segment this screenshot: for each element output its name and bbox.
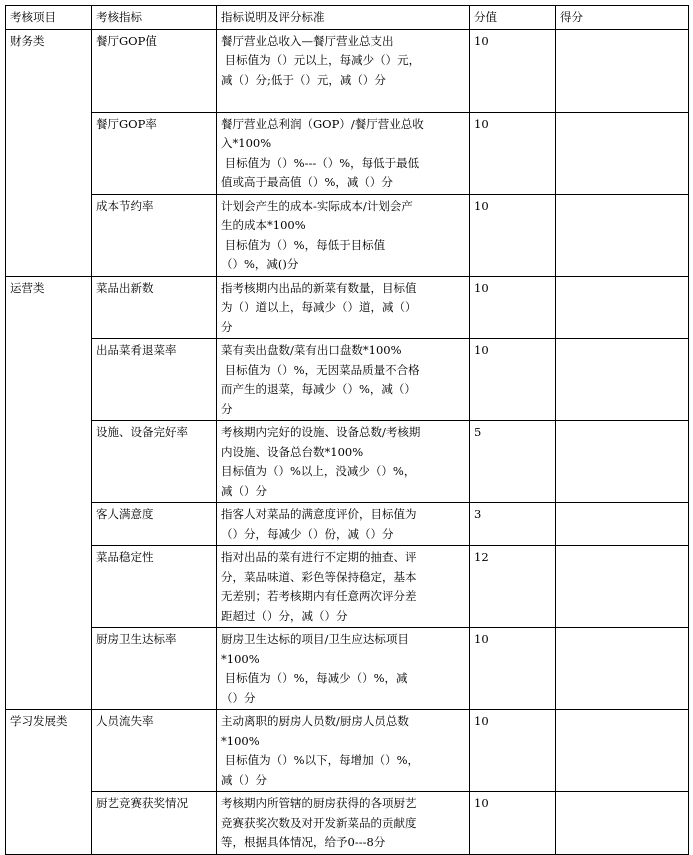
result-cell[interactable] bbox=[556, 792, 689, 855]
score-cell: 5 bbox=[470, 421, 556, 503]
result-cell[interactable] bbox=[556, 421, 689, 503]
kpi-table bbox=[5, 5, 689, 855]
description-line: 无差别；若考核期内有任意两次评分差 bbox=[221, 589, 417, 603]
table-row bbox=[6, 792, 689, 855]
description-line: 目标值为（）%以上，没减少（）%， bbox=[221, 464, 416, 478]
description-cell bbox=[217, 276, 470, 339]
header-row bbox=[6, 6, 689, 30]
indicator-cell: 菜品出新数 bbox=[92, 276, 217, 339]
indicator-cell: 设施、设备完好率 bbox=[92, 421, 217, 503]
description-line: 计划会产生的成本-实际成本/计划会产 bbox=[221, 198, 413, 213]
score-cell: 10 bbox=[470, 710, 556, 792]
category-cell: 运营类 bbox=[6, 276, 92, 710]
category-cell: 学习发展类 bbox=[6, 710, 92, 855]
description-line: （）%，减()分 bbox=[221, 257, 299, 271]
description-line: 餐厅营业总利润（GOP）/餐厅营业总收 bbox=[221, 116, 424, 131]
indicator-cell: 厨房卫生达标率 bbox=[92, 628, 217, 710]
result-cell[interactable] bbox=[556, 276, 689, 339]
table-row bbox=[6, 194, 689, 276]
result-cell[interactable] bbox=[556, 546, 689, 628]
description-line: 菜有卖出盘数/菜有出口盘数*100% bbox=[221, 343, 402, 357]
indicator-cell: 菜品稳定性 bbox=[92, 546, 217, 628]
indicator-cell: 餐厅GOP值 bbox=[92, 29, 217, 112]
score-cell: 10 bbox=[470, 792, 556, 855]
score-cell: 10 bbox=[470, 628, 556, 710]
description-line: 目标值为（）元以上，每减少（）元， bbox=[221, 53, 421, 67]
description-cell bbox=[217, 421, 470, 503]
indicator-cell: 出品菜肴退菜率 bbox=[92, 339, 217, 421]
table-row bbox=[6, 710, 689, 792]
description-cell bbox=[217, 792, 470, 855]
description-line: 目标值为（）%，每减少（）%，减 bbox=[221, 671, 408, 685]
result-cell[interactable] bbox=[556, 710, 689, 792]
table-row bbox=[6, 628, 689, 710]
description-line: 目标值为（）%，每低于目标值 bbox=[221, 237, 386, 252]
description-line: 指客人对菜品的满意度评价，目标值为 bbox=[221, 507, 417, 521]
description-line: 目标值为（）%---（）%，每低于最低 bbox=[221, 155, 420, 170]
result-cell[interactable] bbox=[556, 112, 689, 194]
indicator-cell: 成本节约率 bbox=[92, 194, 217, 276]
description-line: 考核期内完好的设施、设备总数/考核期 bbox=[221, 425, 421, 439]
description-line: 分，菜品味道、彩色等保持稳定，基本 bbox=[221, 569, 417, 584]
score-cell: 3 bbox=[470, 503, 556, 546]
description-cell bbox=[217, 503, 470, 546]
description-line: （）分 bbox=[221, 690, 256, 705]
table-row bbox=[6, 276, 689, 339]
description-line: 竞赛获奖次数及对开发新菜品的贡献度 bbox=[221, 815, 417, 830]
description-cell bbox=[217, 112, 470, 194]
result-cell[interactable] bbox=[556, 628, 689, 710]
result-cell[interactable] bbox=[556, 339, 689, 421]
description-cell bbox=[217, 546, 470, 628]
description-cell bbox=[217, 194, 470, 276]
score-cell: 10 bbox=[470, 112, 556, 194]
indicator-cell: 餐厅GOP率 bbox=[92, 112, 217, 194]
description-line: 目标值为（）%以下，每增加（）%， bbox=[221, 753, 420, 767]
score-cell: 10 bbox=[470, 276, 556, 339]
description-line: *100% bbox=[221, 651, 260, 666]
indicator-cell: 人员流失率 bbox=[92, 710, 217, 792]
description-line: 指对出品的菜有进行不定期的抽查、评 bbox=[221, 550, 417, 564]
description-line: 厨房卫生达标的项目/卫生应达标项目 bbox=[221, 632, 409, 646]
description-cell bbox=[217, 29, 470, 112]
indicator-cell: 客人满意度 bbox=[92, 503, 217, 546]
result-cell[interactable] bbox=[556, 503, 689, 546]
description-line: 考核期内所管辖的厨房获得的各项厨艺 bbox=[221, 796, 417, 810]
description-line: 生的成本*100% bbox=[221, 218, 306, 232]
indicator-cell: 厨艺竞赛获奖情况 bbox=[92, 792, 217, 855]
description-line: 值或高于最高值（）%，减（）分 bbox=[221, 175, 393, 189]
description-cell bbox=[217, 339, 470, 421]
description-line: 减（）分;低于（）元，减（）分 bbox=[221, 72, 386, 87]
header-description: 指标说明及评分标准 bbox=[217, 6, 470, 30]
table-row bbox=[6, 339, 689, 421]
description-line: 等，根据具体情况，给予0---8分 bbox=[221, 835, 386, 849]
table-row bbox=[6, 29, 689, 112]
description-line: *100% bbox=[221, 733, 260, 748]
description-line: 减（）分 bbox=[221, 483, 267, 498]
header-score: 分值 bbox=[470, 6, 556, 30]
description-cell bbox=[217, 628, 470, 710]
description-line: 减（）分 bbox=[221, 772, 267, 787]
description-line: 指考核期内出品的新菜有数量，目标值 bbox=[221, 280, 417, 295]
category-cell: 财务类 bbox=[6, 29, 92, 276]
description-line: 而产生的退菜，每减少（）%，减（） bbox=[221, 382, 416, 396]
description-line: 餐厅营业总收入—餐厅营业总支出 bbox=[221, 33, 394, 48]
header-category: 考核项目 bbox=[6, 6, 92, 30]
header-indicator: 考核指标 bbox=[92, 6, 217, 30]
description-line: 目标值为（）%，无因菜品质量不合格 bbox=[221, 362, 420, 377]
table-row bbox=[6, 503, 689, 546]
score-cell: 10 bbox=[470, 339, 556, 421]
description-line: 距超过（）分，减（）分 bbox=[221, 608, 348, 623]
score-cell: 10 bbox=[470, 29, 556, 112]
header-result: 得分 bbox=[556, 6, 689, 30]
table-row bbox=[6, 546, 689, 628]
description-line: 分 bbox=[221, 401, 233, 416]
description-line: （）分，每减少（）份，减（）分 bbox=[221, 526, 394, 541]
description-line: 为（）道以上，每减少（）道，减（） bbox=[221, 300, 417, 314]
description-cell bbox=[217, 710, 470, 792]
description-line: 分 bbox=[221, 319, 233, 334]
result-cell[interactable] bbox=[556, 29, 689, 112]
table-row bbox=[6, 112, 689, 194]
table-row bbox=[6, 421, 689, 503]
description-line: 内设施、设备总台数*100% bbox=[221, 444, 364, 459]
table-body bbox=[6, 29, 689, 854]
result-cell[interactable] bbox=[556, 194, 689, 276]
description-line: 入*100% bbox=[221, 136, 272, 150]
description-line: 主动离职的厨房人员数/厨房人员总数 bbox=[221, 714, 409, 728]
score-cell: 10 bbox=[470, 194, 556, 276]
score-cell: 12 bbox=[470, 546, 556, 628]
